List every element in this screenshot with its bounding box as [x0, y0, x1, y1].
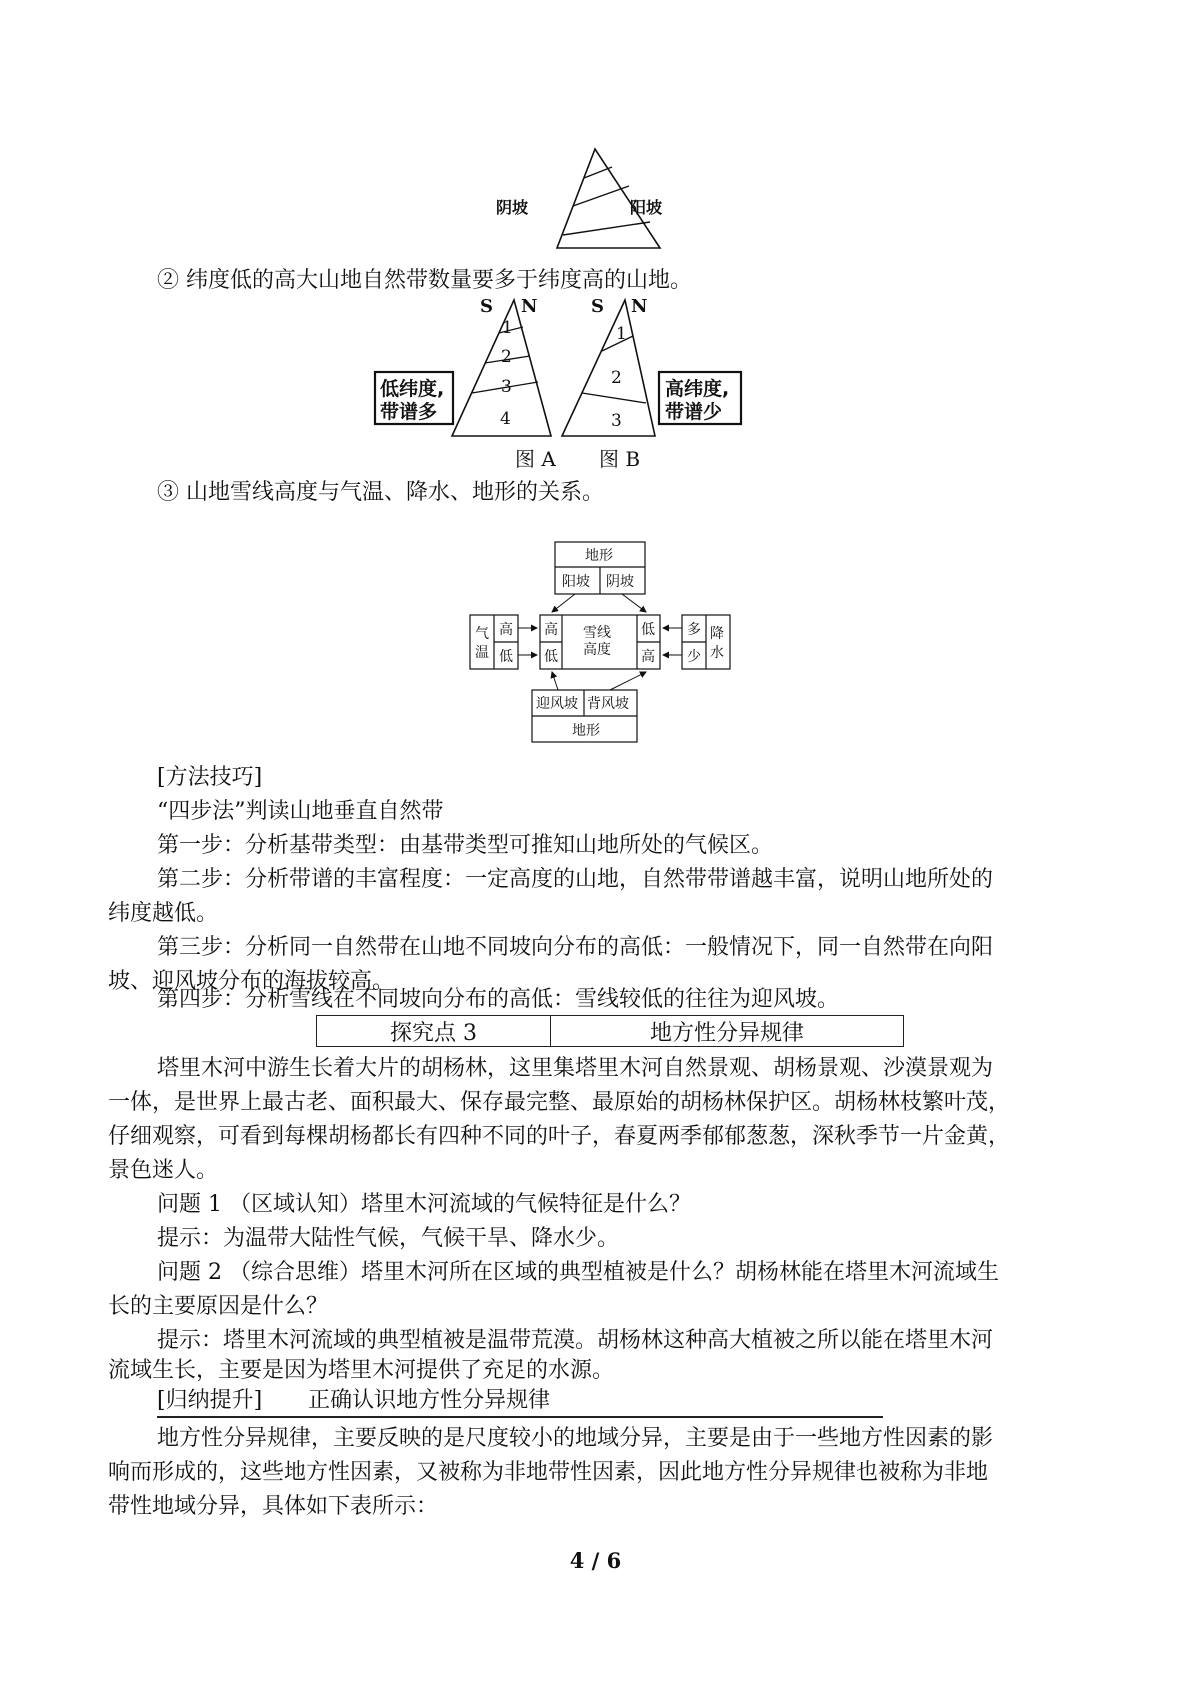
- temperature-char-1: 气: [475, 626, 489, 642]
- conclusion-line-2: 响而形成的，这些地方性因素，又被称为非地带性因素，因此地方性分异规律也被称为非地: [108, 1460, 989, 1485]
- high-latitude-label: 高纬度,: [665, 378, 730, 400]
- summary-title: 正确认识地方性分异规律: [308, 1388, 551, 1413]
- conclusion-line-3: 带性地域分异，具体如下表所示：: [108, 1494, 439, 1519]
- figure-a-band-3: 3: [501, 377, 512, 397]
- few-belts-label: 带谱少: [665, 401, 723, 423]
- figure-b-band-2: 2: [611, 368, 622, 388]
- latitude-belt-diagram: [375, 296, 755, 474]
- snowline-high-right: 高: [641, 649, 655, 665]
- sunny-slope-top: 阳坡: [562, 574, 590, 590]
- conclusion-line-1: 地方性分异规律，主要反映的是尺度较小的地域分异，主要是由于一些地方性因素的影: [157, 1426, 994, 1451]
- temp-low: 低: [499, 649, 513, 665]
- figure-b-band-1: 1: [616, 324, 627, 344]
- figure-a-band-4: 4: [500, 409, 511, 429]
- question-2-cont: 长的主要原因是什么？: [108, 1294, 329, 1319]
- method-subtitle: “四步法”判读山地垂直自然带: [157, 799, 444, 824]
- figure-b-band-3: 3: [611, 411, 622, 431]
- method-step-3-cont: 坡、迎风坡分布的海拔较高。: [108, 969, 395, 994]
- summary-tag: [归纳提升]: [157, 1388, 263, 1413]
- method-step-4: 第四步：分析雪线在不同坡向分布的高低：雪线较低的往往为迎风坡。: [157, 987, 840, 1012]
- low-latitude-label: 低纬度,: [380, 378, 445, 400]
- method-step-2-cont: 纬度越低。: [108, 901, 219, 926]
- passage-line-3: 仔细观察，可看到每棵胡杨都长有四种不同的叶子，春夏两季郁郁葱葱，深秋季节一片金黄，: [108, 1124, 1011, 1149]
- precipitation-char-1: 降: [710, 626, 724, 642]
- explore-point-label: 探究点 3: [317, 1016, 551, 1046]
- temperature-char-2: 温: [475, 645, 489, 661]
- method-title: [方法技巧]: [157, 765, 263, 790]
- leeward-slope-label: 背风坡: [587, 696, 629, 712]
- question-1: 问题 1 （区域认知）塔里木河流域的气候特征是什么？: [157, 1192, 691, 1217]
- snowline-high-left: 高: [544, 622, 558, 638]
- precip-more: 多: [687, 622, 701, 638]
- passage-line-2: 一体，是世界上最古老、面积最大、保存最完整、最原始的胡杨林保护区。胡杨林枝繁叶茂，: [108, 1090, 1011, 1115]
- explore-point-title: 地方性分异规律: [649, 1020, 804, 1046]
- point-3-text: ③ 山地雪线高度与气温、降水、地形的关系。: [157, 480, 604, 505]
- explore-point-header: [316, 1015, 904, 1047]
- method-step-3: 第三步：分析同一自然带在山地不同坡向分布的高低：一般情况下，同一自然带在向阳: [157, 935, 994, 960]
- shady-slope-top: 阴坡: [606, 574, 634, 590]
- method-step-1: 第一步：分析基带类型：由基带类型可推知山地所处的气候区。: [157, 833, 774, 858]
- figure-a-s-label: S: [480, 296, 493, 317]
- page-number: 4 / 6: [569, 1548, 622, 1573]
- terrain-top-label: 地形: [585, 548, 613, 564]
- answer-1: 提示：为温带大陆性气候，气候干旱、降水少。: [157, 1226, 620, 1251]
- figure-a-n-label: N: [521, 296, 538, 317]
- terrain-bottom-label: 地形: [572, 723, 600, 739]
- snowline-factor-diagram: [470, 540, 730, 755]
- precip-less: 少: [687, 649, 701, 665]
- many-belts-label: 带谱多: [380, 401, 438, 423]
- sunny-slope-label: 阳坡: [630, 198, 663, 217]
- method-step-2: 第二步：分析带谱的丰富程度：一定高度的山地，自然带带谱越丰富，说明山地所处的: [157, 867, 994, 892]
- summary-heading: [157, 1386, 883, 1418]
- precipitation-char-2: 水: [710, 645, 724, 661]
- figure-a-band-1: 1: [502, 318, 513, 338]
- figure-a-band-2: 2: [501, 347, 512, 367]
- figure-b-s-label: S: [591, 296, 604, 317]
- point-2-text: ② 纬度低的高大山地自然带数量要多于纬度高的山地。: [157, 268, 692, 293]
- shady-slope-label: 阴坡: [496, 198, 529, 217]
- snowline-low-right: 低: [641, 622, 655, 638]
- passage-line-4: 景色迷人。: [108, 1158, 219, 1183]
- answer-2: 提示：塔里木河流域的典型植被是温带荒漠。胡杨林这种高大植被之所以能在塔里木河: [157, 1328, 994, 1353]
- windward-slope-label: 迎风坡: [536, 696, 578, 712]
- passage-line-1: 塔里木河中游生长着大片的胡杨林，这里集塔里木河自然景观、胡杨景观、沙漠景观为: [157, 1056, 994, 1081]
- figure-b-caption: 图 B: [599, 447, 641, 471]
- snowline-label-1: 雪线: [583, 625, 611, 641]
- answer-2-cont: 流域生长，主要是因为塔里木河提供了充足的水源。: [108, 1358, 615, 1383]
- question-2: 问题 2 （综合思维）塔里木河所在区域的典型植被是什么？胡杨林能在塔里木河流域生: [157, 1260, 999, 1285]
- snowline-label-2: 高度: [583, 642, 611, 658]
- snowline-low-left: 低: [544, 649, 558, 665]
- slope-diagram: [496, 145, 700, 255]
- temp-high: 高: [499, 622, 513, 638]
- figure-a-caption: 图 A: [515, 447, 556, 471]
- figure-b-n-label: N: [631, 296, 648, 317]
